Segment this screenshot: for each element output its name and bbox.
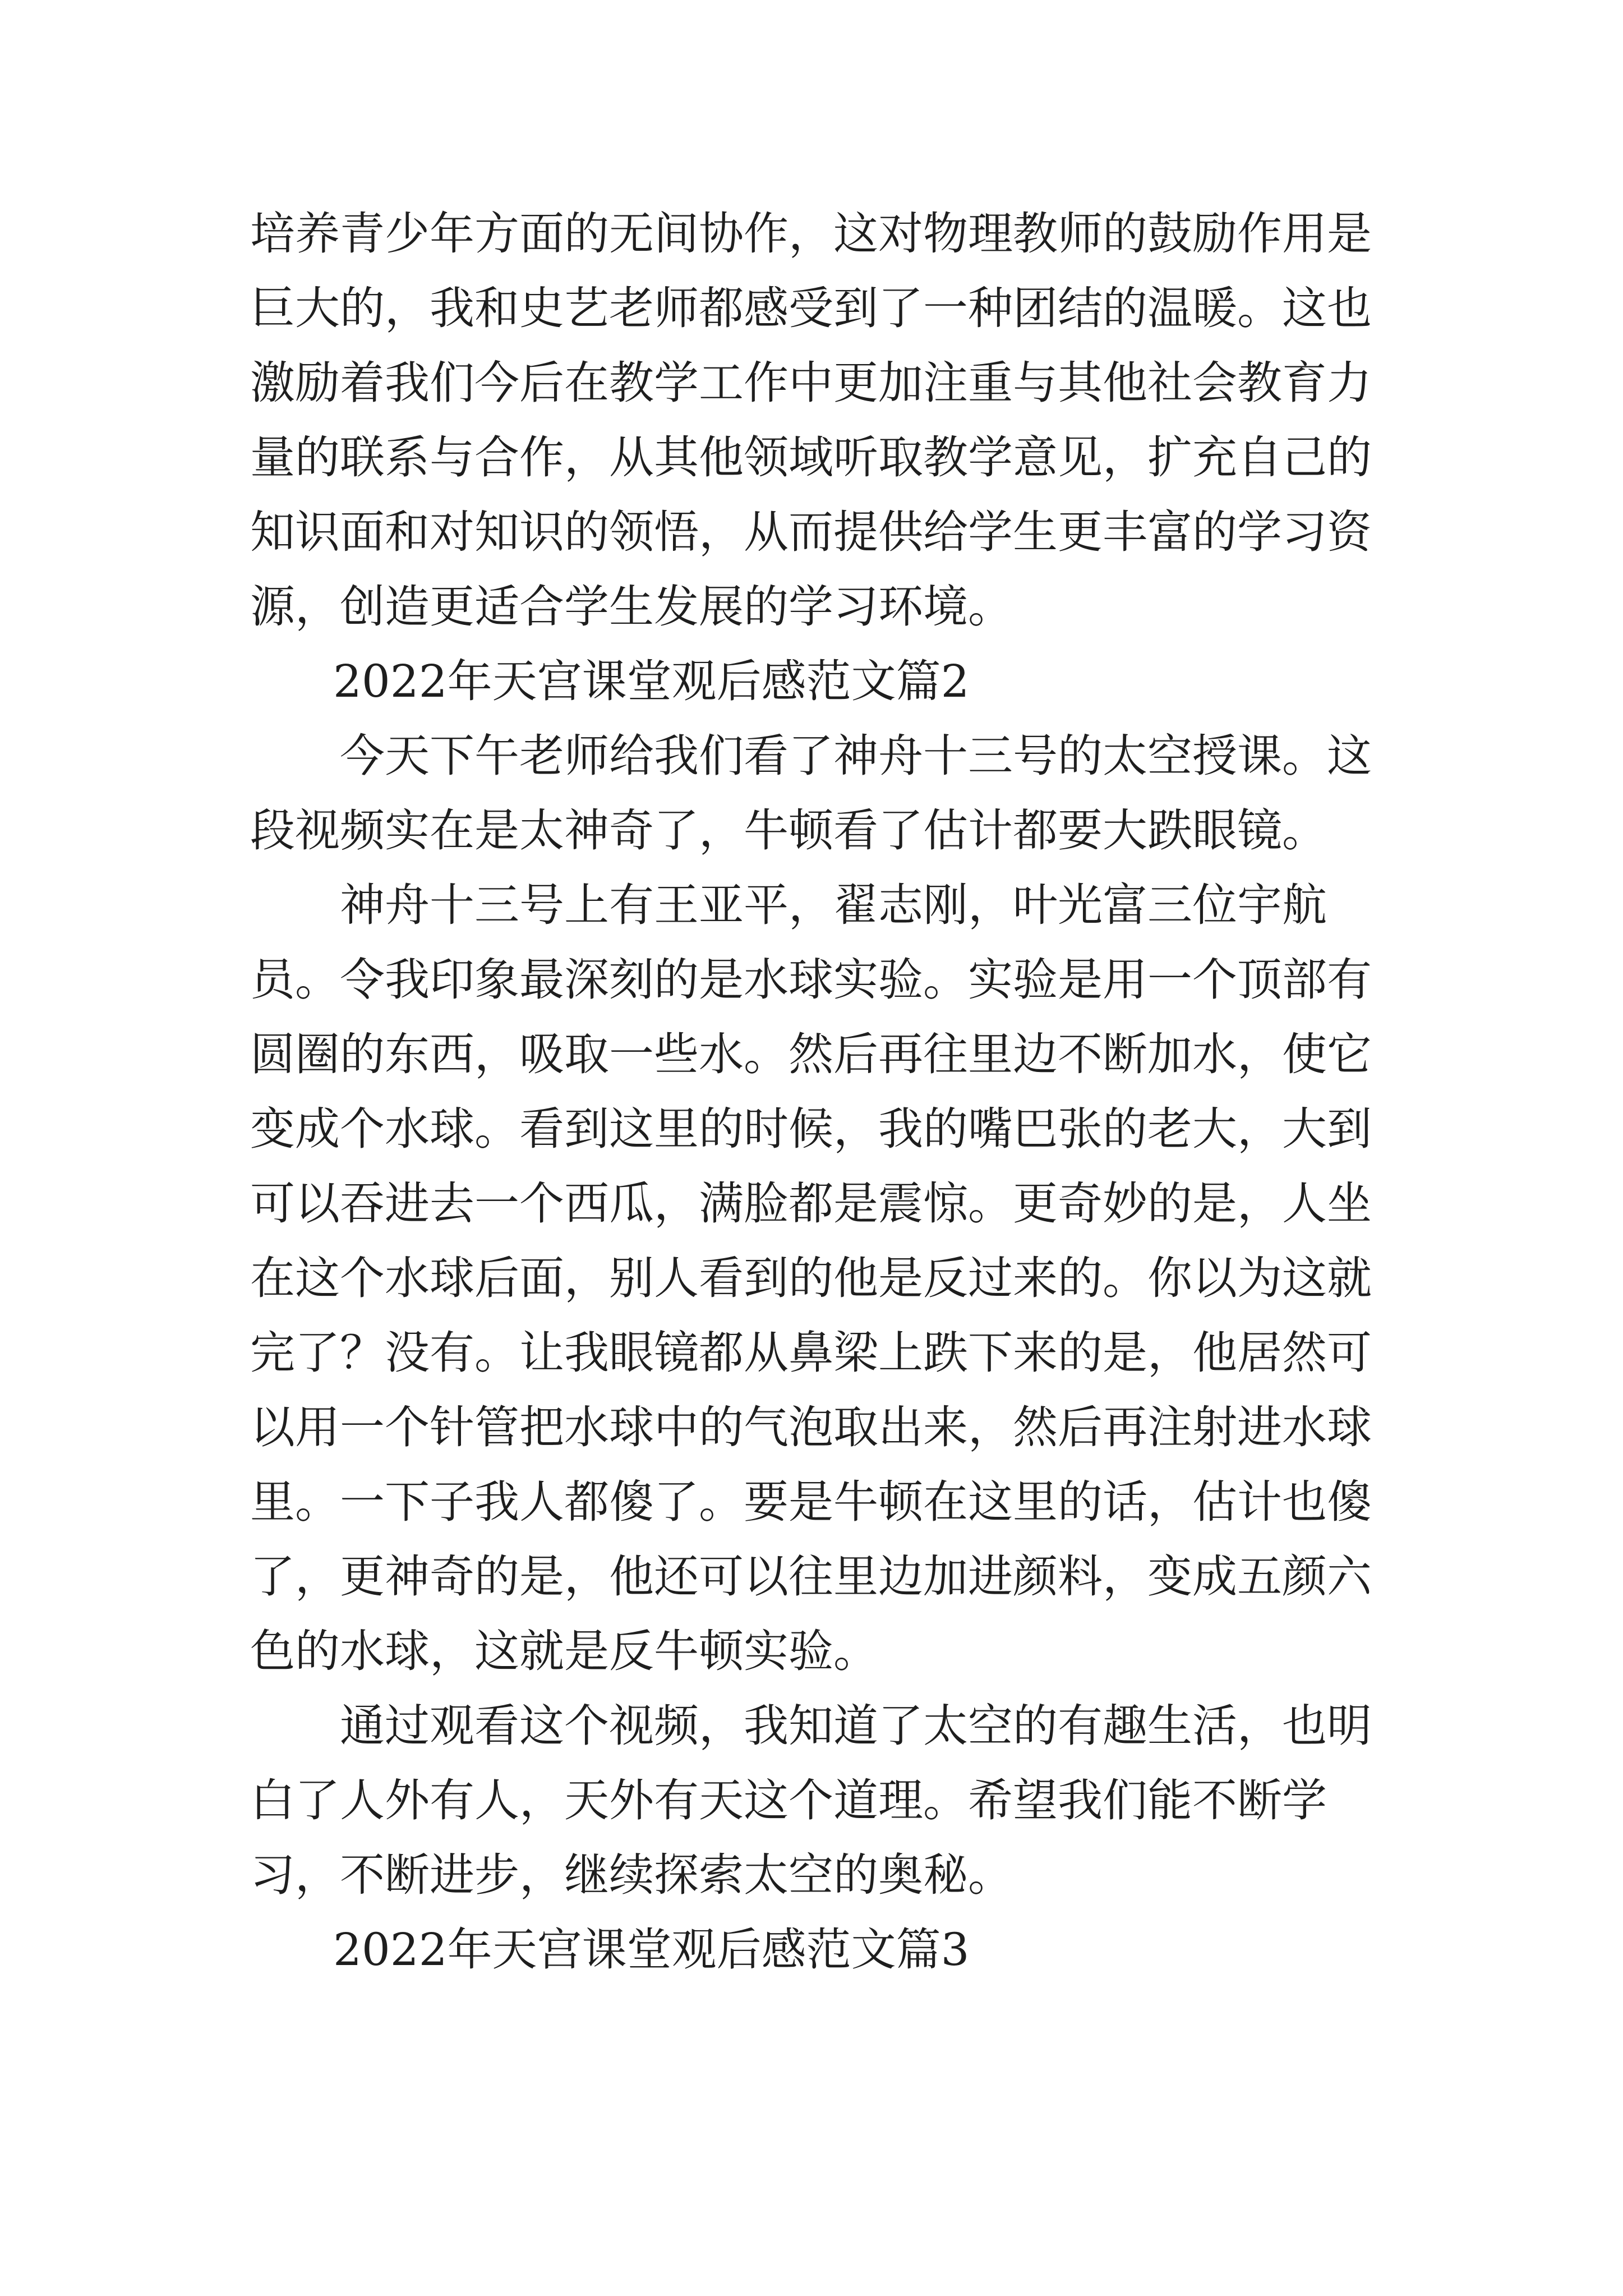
paragraph-intro: 今天下午老师给我们看了神舟十三号的太空授课。这段视频实在是太神奇了，牛顿看了估计都要大跌眼镜。 xyxy=(250,730,1372,857)
section-heading-2: 2022年天宫课堂观后感范文篇2 xyxy=(333,655,970,707)
document-body xyxy=(250,196,1400,1987)
paragraph-conclusion: 通过观看这个视频，我知道了太空的有趣生活，也明白了人外有人，天外有天这个道理。希望我们能不断学习，不断进步，继续探索太空的奥秘。 xyxy=(250,1700,1372,1901)
paragraph-water-ball-experiment: 神舟十三号上有王亚平，翟志刚，叶光富三位宇航员。令我印象最深刻的是水球实验。实验是用一个顶部有圆圈的东西，吸取一些水。然后再往里边不断加水，使它变成个水球。看到这里的时候，我的嘴巴张的老大，大到可以吞进去一个西瓜，满脸都是震惊。更奇妙的是，人坐在这个水球后面，别人看到的他是反过来的。你以为这就完了？没有。让我眼镜都从鼻梁上跌下来的是，他居然可以用一个针管把水球中的气泡取出来，然后再注射进水球里。一下子我人都傻了。要是牛顿在这里的话，估计也傻了，更神奇的是，他还可以往里边加进颜料，变成五颜六色的水球，这就是反牛顿实验。 xyxy=(250,879,1372,1677)
section-heading-3: 2022年天宫课堂观后感范文篇3 xyxy=(333,1924,970,1976)
paragraph-continuation: 培养青少年方面的无间协作，这对物理教师的鼓励作用是巨大的，我和史艺老师都感受到了一种团结的温暖。这也激励着我们今后在教学工作中更加注重与其他社会教育力量的联系与合作，从其他领域听取教学意见，扩充自己的知识面和对知识的领悟，从而提供给学生更丰富的学习资源，创造更适合学生发展的学习环境。 xyxy=(250,208,1372,633)
